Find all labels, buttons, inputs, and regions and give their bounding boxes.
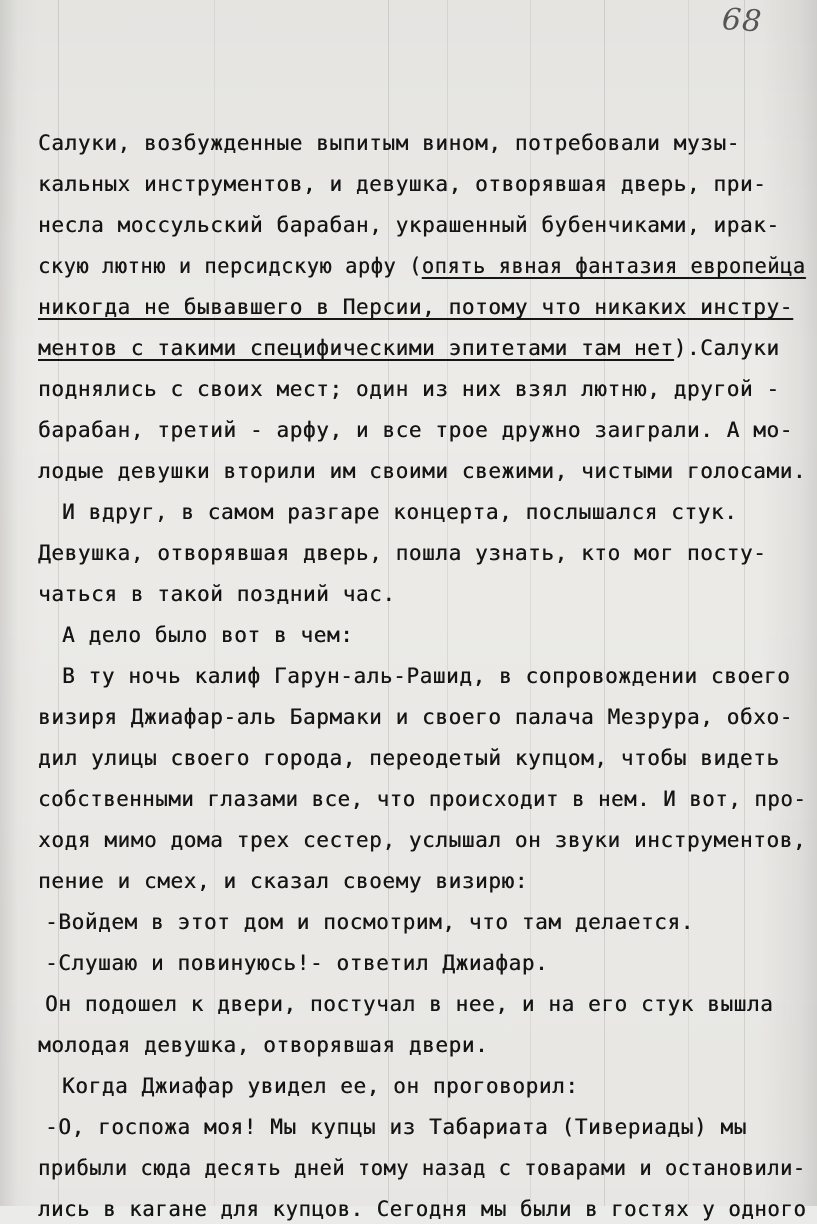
text-span: кальных инструментов, и девушка, отворявшая дверь, при- (38, 172, 767, 196)
text-span: ).Салуки (673, 336, 780, 360)
text-line (38, 210, 780, 240)
text-span: пение и смех, и сказал своему визирю: (38, 869, 528, 893)
text-line (62, 661, 790, 691)
text-span: собственными глазами все, что происходит в нем. И вот, про- (38, 787, 807, 811)
text-line (45, 948, 548, 978)
text-line (38, 251, 806, 281)
text-line (38, 1030, 488, 1060)
text-line (38, 128, 740, 158)
text-line (38, 333, 780, 363)
text-line (38, 538, 766, 568)
text-span: чаться в такой поздний час. (38, 582, 396, 606)
text-line (45, 989, 773, 1019)
text-span: скую лютню и персидскую арфу ( (38, 254, 422, 278)
text-line (38, 702, 793, 732)
text-line (38, 743, 780, 773)
text-span: лись в кагане для купцов. Сегодня мы были в гостях у одного (38, 1197, 807, 1221)
text-span: В ту ночь калиф Гарун-аль-Рашид, в сопровождении своего (62, 664, 791, 688)
underlined-text: опять явная фантазия европейца (421, 254, 806, 278)
text-line (38, 825, 806, 855)
text-line (38, 579, 396, 609)
text-span: И вдруг, в самом разгаре концерта, послышался стук. (62, 500, 738, 524)
text-line (38, 866, 528, 896)
text-span: Он подошел к двери, постучал в нее, и на его стук вышла (45, 992, 774, 1016)
underlined-text: никогда не бывавшего в Персии, потому что никаких инстру- (38, 295, 793, 319)
text-line (38, 784, 806, 814)
text-line (38, 292, 793, 322)
text-line (62, 1071, 578, 1101)
text-span: -Слушаю и повинуюсь!- ответил Джиафар. (45, 951, 549, 975)
text-span: Салуки, возбужденные выпитым вином, потребовали музы- (38, 131, 740, 155)
text-span: дил улицы своего города, переодетый купцом, чтобы видеть (38, 746, 780, 770)
text-line (38, 1194, 806, 1224)
text-span: ходя мимо дома трех сестер, услышал он звуки инструментов, (38, 828, 807, 852)
text-span: молодая девушка, отворявшая двери. (38, 1033, 489, 1057)
text-span: -Войдем в этот дом и посмотрим, что там делается. (45, 910, 694, 934)
text-span: барабан, третий - арфу, и все трое дружно заиграли. А мо- (38, 418, 793, 442)
text-line (38, 169, 766, 199)
text-line (38, 374, 780, 404)
text-span: несла моссульский барабан, украшенный бубенчиками, ирак- (38, 213, 780, 237)
text-span: лодые девушки вторили им своими свежими, чистыми голосами. (38, 459, 807, 483)
text-span: визиря Джиафар-аль Бармаки и своего палача Мезрура, обхо- (38, 705, 793, 729)
text-line (38, 415, 793, 445)
text-line (38, 456, 806, 486)
text-span: прибыли сюда десять дней тому назад с товарами и остановили- (38, 1156, 806, 1180)
text-span: Девушка, отворявшая дверь, пошла узнать, кто мог посту- (38, 541, 767, 565)
text-line (38, 1153, 806, 1183)
text-line (62, 497, 737, 527)
text-span: А дело было вот в чем: (62, 623, 354, 647)
text-span: Когда Джиафар увидел ее, он проговорил: (62, 1074, 579, 1098)
text-span: поднялись с своих мест; один из них взял лютню, другой - (38, 377, 780, 401)
text-line (62, 620, 353, 650)
text-line (45, 907, 694, 937)
text-span: -О, госпожа моя! Мы купцы из Табариата (Тивериады) мы (45, 1115, 747, 1139)
underlined-text: ментов с такими специфическими эпитетами там нет (38, 336, 674, 360)
page-number: 68 (720, 1, 764, 40)
text-line (45, 1112, 747, 1142)
